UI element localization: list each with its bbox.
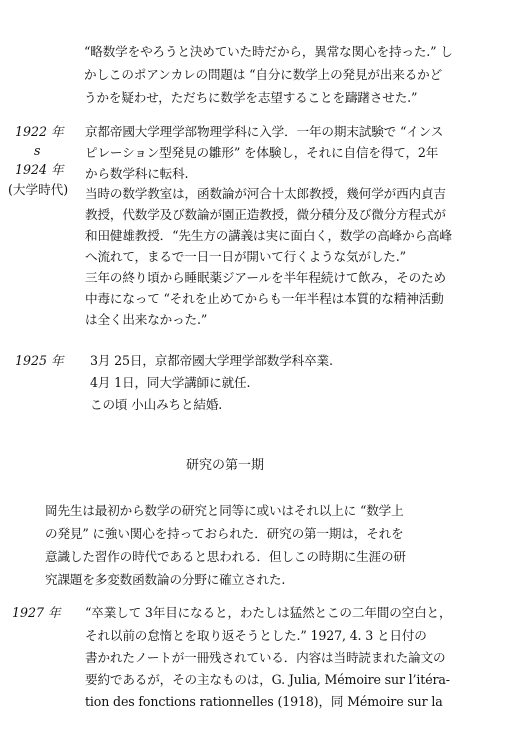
entry-1922-line-8: 三年の終り頃から睡眠薬ジアールを半年程続けて飲み，そのため (85, 270, 446, 285)
entry-1922-line-5: 教授，代数学及び数論が園正造教授，微分積分及び微分方程式が (85, 207, 446, 222)
entry-1925-line-2: 4月 1日，同大学講師に就任. (90, 375, 251, 390)
year-range-tilde: s (34, 143, 41, 158)
year-1927: 1927 年 (12, 605, 61, 620)
entry-1925-line-3: この頃 小山みちと結婚. (90, 397, 223, 412)
entry-1927-line-4: 要約であるが，その主なものは，G. Julia, Mémoire sur l’itéra- (85, 672, 450, 687)
entry-1922-line-7: へ流れて，まるで一日一日が開いて行くような気がした.” (85, 249, 406, 264)
section-title: 研究の第一期 (186, 458, 265, 473)
era-label: (大学時代) (8, 182, 69, 197)
year-1922: 1922 年 (15, 124, 64, 139)
section-intro-line-3: 意識した習作の時代であると思われる．但しこの時期に生涯の研 (45, 549, 406, 564)
section-intro-line-1: 岡先生は最初から数学の研究と同等に或いはそれ以上に “数学上 (45, 503, 404, 518)
entry-1927-line-1: “卒業して 3年目になると，わたしは猛然とこの二年間の空白と， (85, 605, 452, 620)
entry-1922-line-6: 和田健雄教授．“先生方の講義は実に面白く，数学の高峰から高峰 (85, 228, 452, 243)
entry-1922-line-3: から数学科に転科. (85, 166, 189, 181)
entry-1922-line-10: は全く出来なかった.” (85, 312, 208, 327)
entry-1922-line-2: ピレーション型発見の雛形” を体験し，それに自信を得て，2年 (85, 145, 439, 160)
entry-1922-line-1: 京都帝國大学理学部物理学科に入学．一年の期末試験で “インス (85, 124, 444, 139)
intro-line-3: うかを疑わせ，ただちに数学を志望することを躊躇させた.” (84, 90, 418, 105)
year-1925: 1925 年 (15, 353, 64, 368)
entry-1922-line-4: 当時の数学教室は，函数論が河合十太郎教授，幾何学が西内貞吉 (85, 186, 446, 201)
intro-line-1: “略数学をやろうと決めていた時だから，異常な関心を持った.” し (84, 44, 453, 59)
entry-1927-line-2: それ以前の怠惰とを取り返そうとした.” 1927, 4. 3 と日付の (85, 628, 427, 643)
entry-1925-line-1: 3月 25日，京都帝國大学理学部数学科卒業. (90, 353, 333, 368)
section-intro-line-2: の発見” に強い関心を持っておられた．研究の第一期は，それを (45, 526, 404, 541)
entry-1927-line-5: tion des fonctions rationnelles (1918)，同 Mémoire sur la (85, 694, 443, 709)
section-intro-line-4: 究課題を多変数函数論の分野に確立された. (45, 572, 286, 587)
intro-line-2: かしこのポアンカレの問題は “自分に数学上の発見が出来るかど (84, 67, 443, 82)
entry-1922-line-9: 中毒になって “それを止めてからも一年半程は本質的な精神活動 (85, 291, 444, 306)
entry-1927-line-3: 書かれたノートが一冊残されている．内容は当時読まれた論文の (85, 650, 446, 665)
year-1924: 1924 年 (15, 162, 64, 177)
